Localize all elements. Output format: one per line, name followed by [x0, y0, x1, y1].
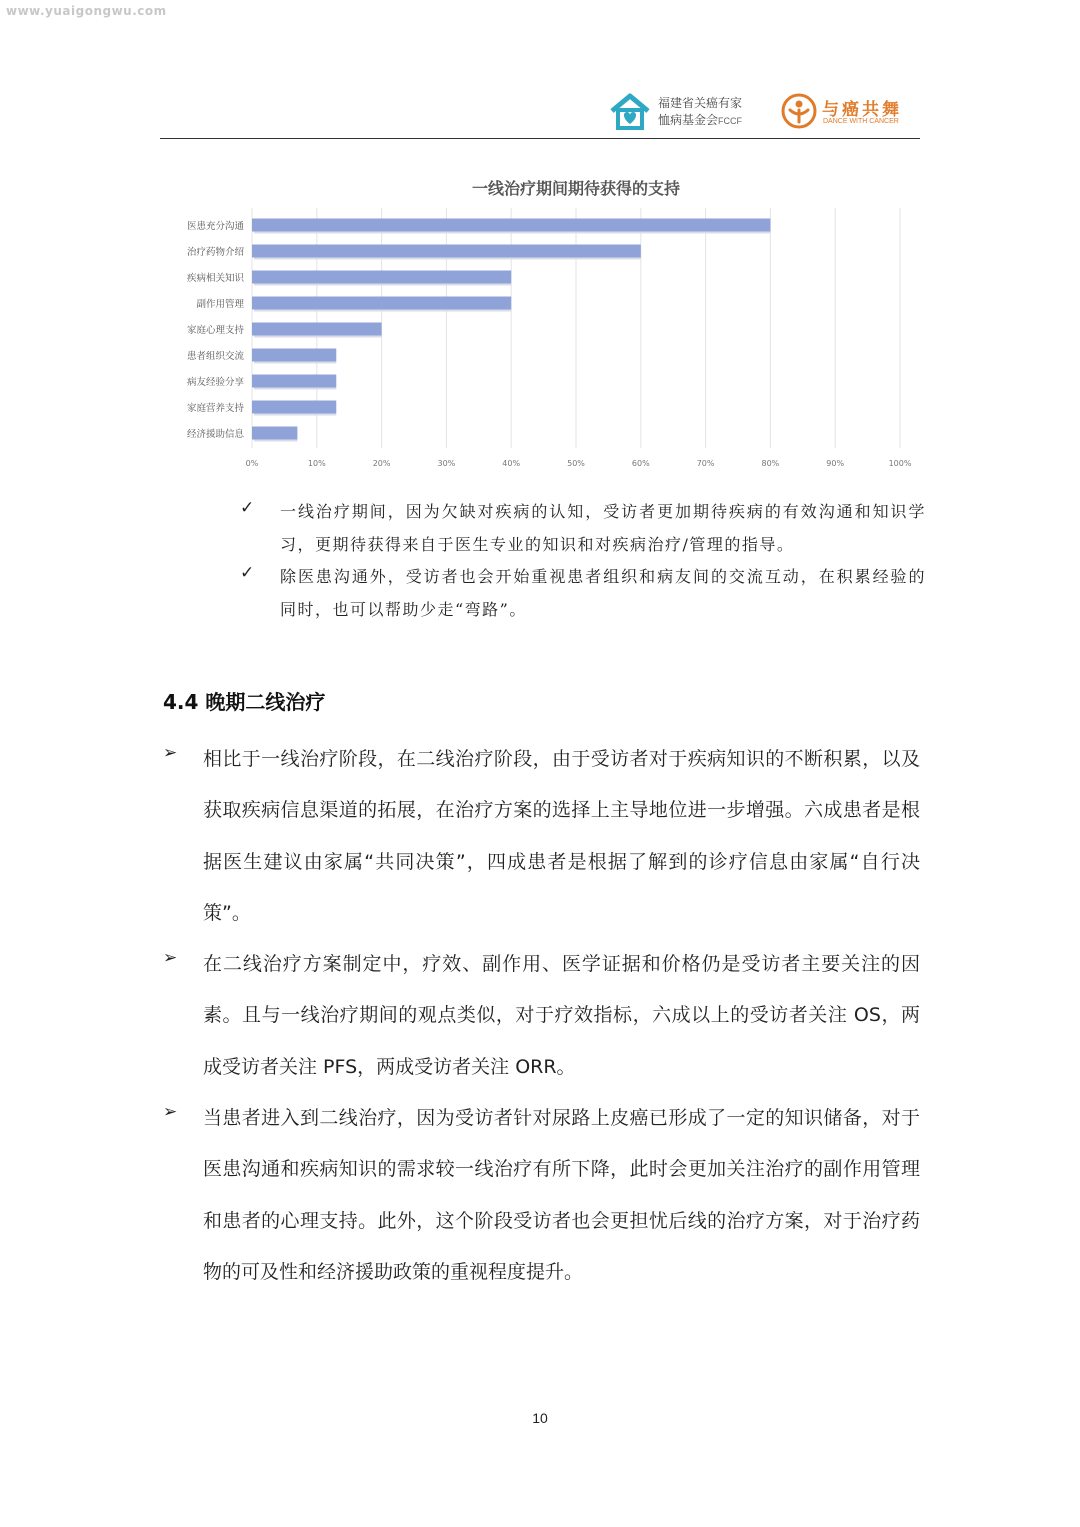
fccf-logo-tag: FCCF [718, 116, 743, 126]
x-tick-label: 30% [437, 459, 456, 468]
bar [252, 219, 770, 232]
arrow-bullet-item [160, 939, 920, 1093]
fccf-logo [608, 93, 758, 131]
fccf-logo-line2: 恤病基金会 [658, 113, 719, 127]
arrow-bullet-icon: ➢ [163, 948, 178, 969]
bar [252, 297, 511, 310]
support-bar-chart [160, 168, 920, 473]
check-bullet-text: 除医患沟通外，受访者也会开始重视患者组织和病友间的交流互动，在积累经验的同时，也可以帮助少走“弯路”。 [280, 567, 926, 619]
y-category-label: 家庭营养支持 [186, 403, 244, 414]
x-tick-label: 10% [307, 459, 326, 468]
bar [252, 401, 336, 414]
dance-with-cancer-logo [780, 92, 920, 132]
y-category-label: 治疗药物介绍 [186, 247, 244, 258]
arrow-bullet-icon: ➢ [163, 743, 178, 763]
bar [252, 349, 336, 362]
x-tick-label: 100% [888, 459, 912, 468]
page-number: 10 [532, 1410, 548, 1426]
y-category-label: 副作用管理 [196, 299, 244, 310]
y-category-label: 疾病相关知识 [186, 273, 244, 284]
fccf-logo-text [658, 95, 768, 130]
x-tick-label: 70% [696, 459, 715, 468]
house-heart-icon [608, 93, 652, 131]
check-bullet-item [236, 496, 926, 561]
checkmark-icon: ✓ [240, 563, 255, 583]
check-bullet-list [236, 496, 926, 626]
arrow-bullet-item [160, 1093, 920, 1298]
dancer-circle-icon [780, 92, 818, 130]
bar [252, 271, 511, 284]
x-tick-label: 50% [567, 459, 585, 468]
dance-with-cancer-cn: 与癌共舞 [822, 100, 902, 120]
arrow-bullet-list [160, 734, 920, 1298]
x-tick-label: 60% [631, 459, 650, 468]
y-category-label: 患者组织交流 [186, 351, 244, 362]
chart-title: 一线治疗期间期待获得的支持 [471, 179, 681, 198]
check-bullet-item [236, 561, 926, 626]
bar [252, 375, 336, 388]
y-category-label: 家庭心理支持 [186, 325, 244, 336]
x-tick-label: 40% [502, 459, 521, 468]
section-title: 4.4 晚期二线治疗 [163, 690, 326, 714]
bar [252, 245, 641, 258]
bar [252, 427, 297, 440]
page-header [160, 88, 920, 139]
dance-with-cancer-en: DANCE WITH CANCER [823, 118, 899, 125]
y-category-label: 病友经验分享 [186, 377, 244, 388]
checkmark-icon: ✓ [240, 498, 255, 518]
x-tick-label: 20% [372, 459, 391, 468]
bar [252, 323, 382, 336]
y-category-label: 医患充分沟通 [186, 221, 244, 232]
x-tick-label: 0% [245, 459, 259, 468]
arrow-bullet-text: 相比于一线治疗阶段，在二线治疗阶段，由于受访者对于疾病知识的不断积累，以及获取疾病信息渠道的拓展，在治疗方案的选择上主导地位进一步增强。六成患者是根据医生建议由家属“共同决策”，四成患者是根据了解到的诊疗信息由家属“自行决策”。 [203, 748, 920, 924]
fccf-logo-line1: 福建省关癌有家 [658, 96, 743, 110]
arrow-bullet-icon: ➢ [163, 1102, 178, 1123]
arrow-bullet-item [160, 734, 920, 939]
y-category-label: 经济援助信息 [186, 429, 244, 440]
x-tick-label: 80% [761, 459, 780, 468]
x-tick-label: 90% [826, 459, 845, 468]
arrow-bullet-text: 当患者进入到二线治疗，因为受访者针对尿路上皮癌已形成了一定的知识储备，对于医患沟通和疾病知识的需求较一线治疗有所下降，此时会更加关注治疗的副作用管理和患者的心理支持。此外，这个阶段受访者也会更担忧后线的治疗方案，对于治疗药物的可及性和经济援助政策的重视程度提升。 [203, 1107, 920, 1283]
check-bullet-text: 一线治疗期间，因为欠缺对疾病的认知，受访者更加期待疾病的有效沟通和知识学习，更期待获得来自于医生专业的知识和对疾病治疗/管理的指导。 [280, 502, 926, 554]
watermark: www.yuaigongwu.com [6, 4, 167, 18]
arrow-bullet-text: 在二线治疗方案制定中，疗效、副作用、医学证据和价格仍是受访者主要关注的因素。且与一线治疗期间的观点类似，对于疗效指标，六成以上的受访者关注 OS，两成受访者关注 PFS，两成受访者关注 ORR。 [203, 953, 920, 1078]
